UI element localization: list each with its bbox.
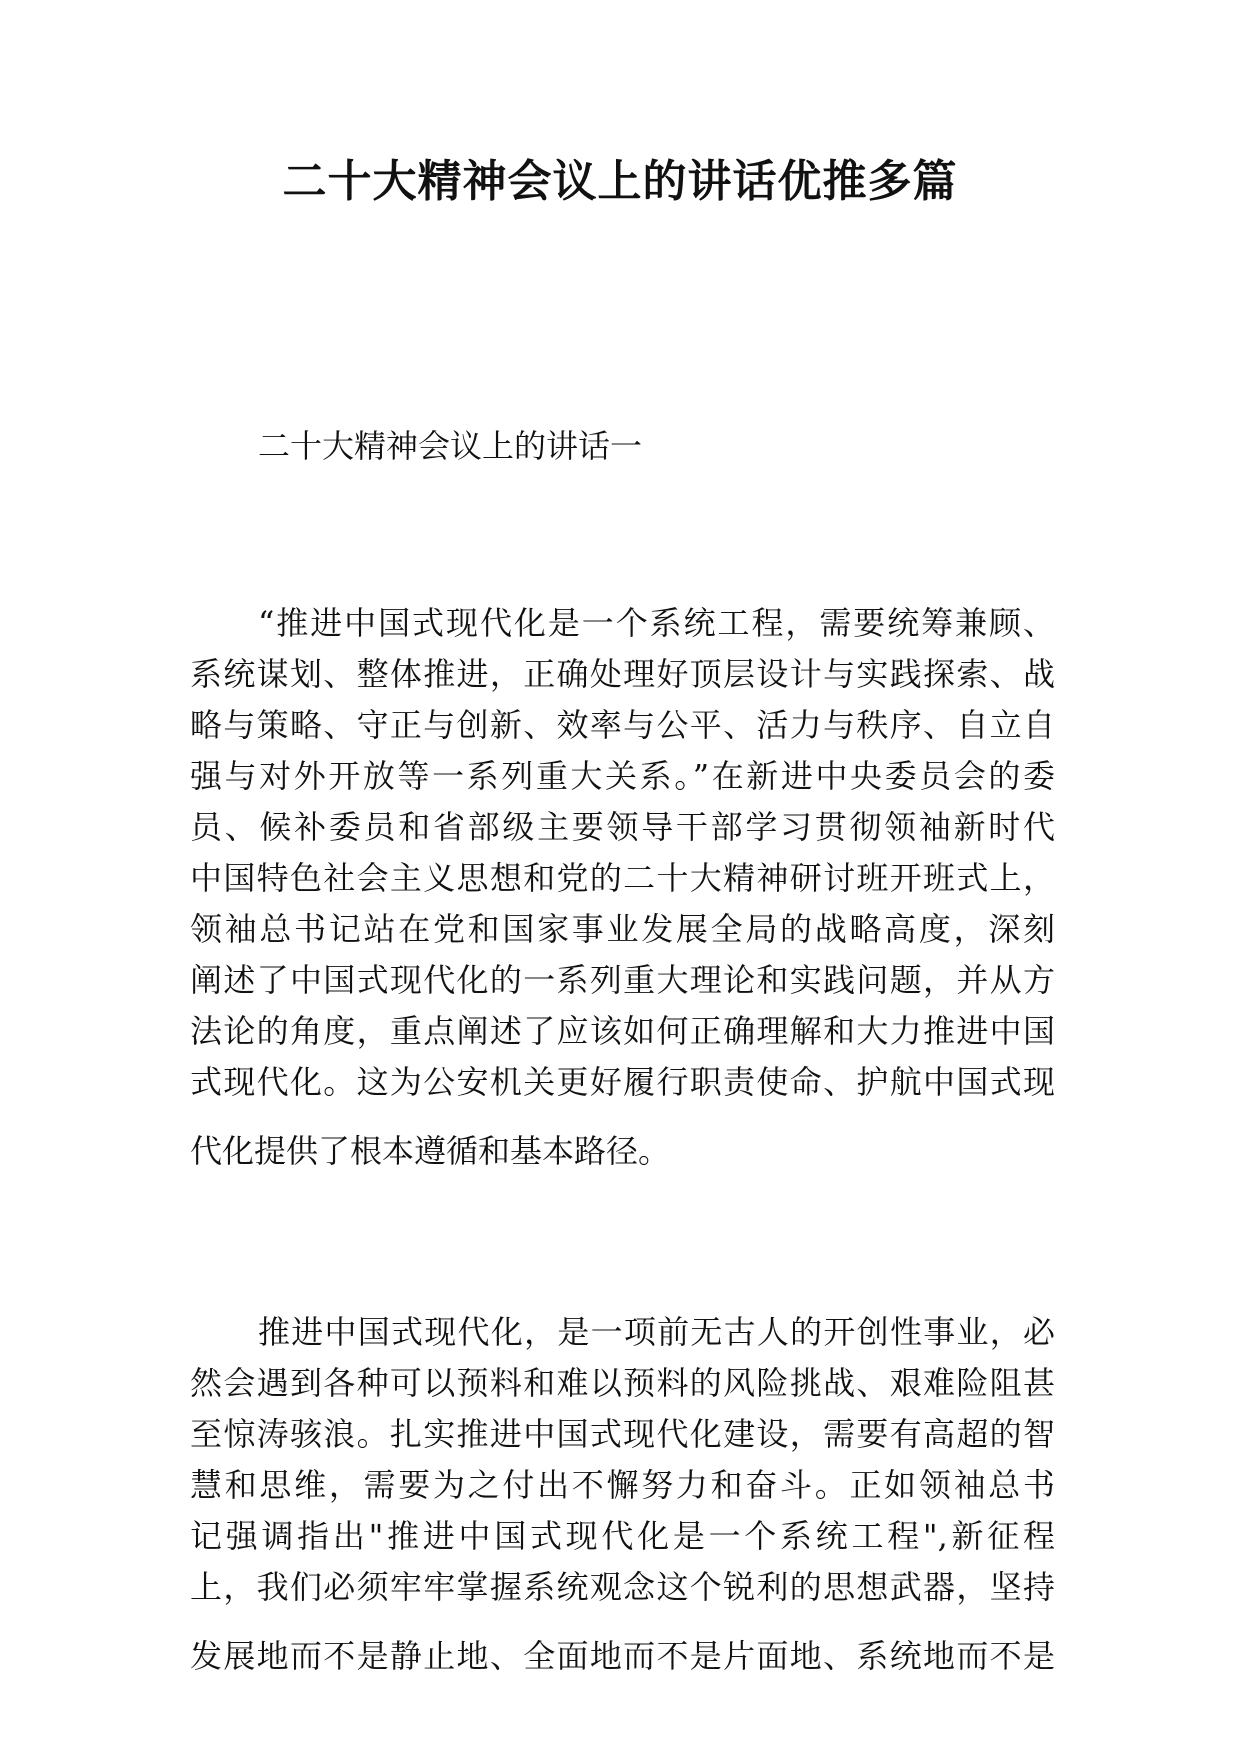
paragraph-line: 系统谋划、整体推进，正确处理好顶层设计与实践探索、战 [190, 655, 1055, 693]
paragraph-line: 推进中国式现代化，是一项前无古人的开创性事业，必 [258, 1313, 1055, 1351]
paragraph-line: 慧和思维，需要为之付出不懈努力和奋斗。正如领袖总书 [190, 1466, 1055, 1504]
paragraph-line: 代化提供了根本遵循和基本路径。 [190, 1132, 671, 1170]
paragraph-line: 略与策略、守正与创新、效率与公平、活力与秩序、自立自 [190, 706, 1055, 744]
paragraph-line: “推进中国式现代化是一个系统工程，需要统筹兼顾、 [258, 604, 1055, 642]
paragraph-line: 员、候补委员和省部级主要领导干部学习贯彻领袖新时代 [190, 808, 1055, 846]
paragraph-line: 强与对外开放等一系列重大关系。”在新进中央委员会的委 [190, 757, 1055, 795]
paragraph-line: 领袖总书记站在党和国家事业发展全局的战略高度，深刻 [190, 910, 1055, 948]
paragraph-line: 至惊涛骇浪。扎实推进中国式现代化建设，需要有高超的智 [190, 1415, 1055, 1453]
paragraph-1 [190, 598, 1055, 1177]
paragraph-line: 发展地而不是静止地、全面地而不是片面地、系统地而不是 [190, 1637, 1055, 1675]
paragraph-line: 法论的角度，重点阐述了应该如何正确理解和大力推进中国 [190, 1012, 1055, 1050]
paragraph-line: 记强调指出"推进中国式现代化是一个系统工程",新征程 [190, 1517, 1055, 1555]
paragraph-line: 式现代化。这为公安机关更好履行职责使命、护航中国式现 [190, 1063, 1055, 1101]
paragraph-line: 然会遇到各种可以预料和难以预料的风险挑战、艰难险阻甚 [190, 1364, 1055, 1402]
document-title: 二十大精神会议上的讲话优推多篇 [282, 156, 958, 207]
paragraph-line: 阐述了中国式现代化的一系列重大理论和实践问题，并从方 [190, 961, 1055, 999]
paragraph-2 [190, 1307, 1055, 1682]
section-heading: 二十大精神会议上的讲话一 [258, 427, 643, 465]
paragraph-line: 中国特色社会主义思想和党的二十大精神研讨班开班式上， [190, 859, 1055, 897]
paragraph-line: 上，我们必须牢牢掌握系统观念这个锐利的思想武器，坚持 [190, 1568, 1055, 1606]
